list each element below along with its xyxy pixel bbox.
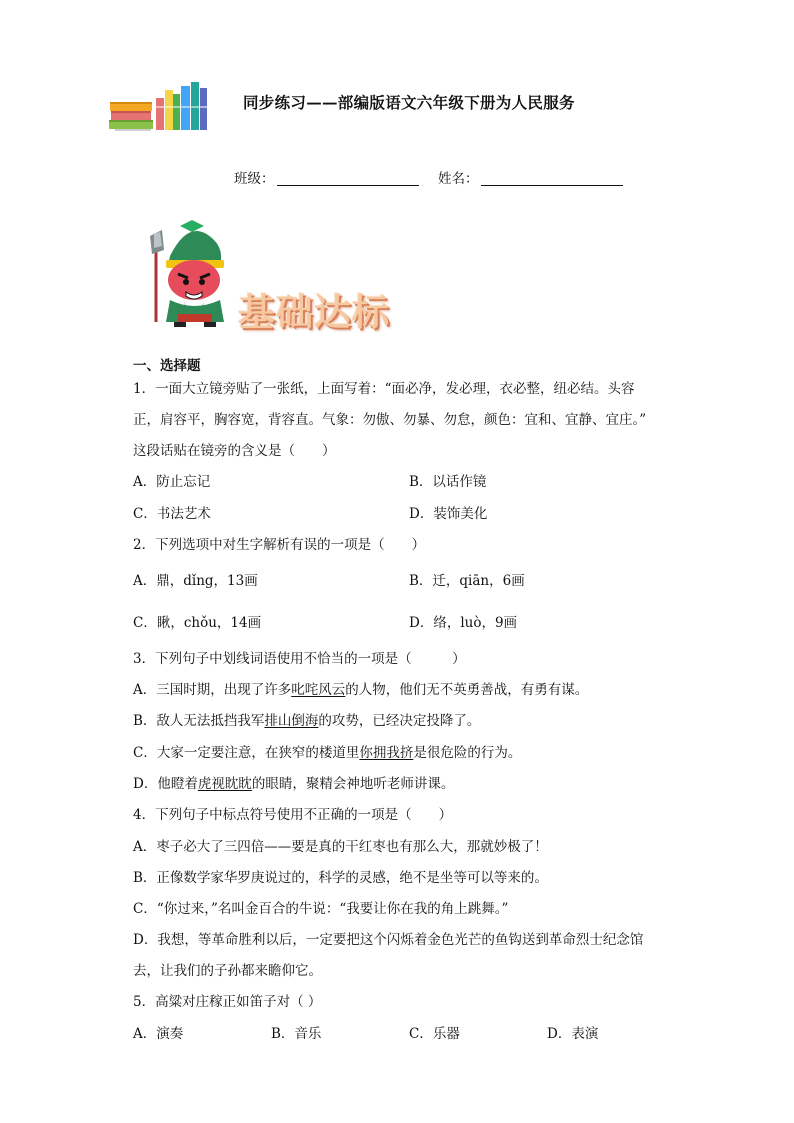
q3-a-text-before: A．三国时期，出现了许多 bbox=[133, 682, 292, 698]
q3-d-underlined-term: 虎视眈眈 bbox=[197, 776, 252, 792]
q1-line-2: 正，肩容平，胸容宽，背容直。气象：勿傲、勿暴、勿怠，颜色：宜和、宜静、宜庄。” bbox=[133, 412, 647, 428]
q1-option-a[interactable]: A．防止忘记 bbox=[133, 474, 211, 490]
q5-option-b[interactable]: B．音乐 bbox=[271, 1026, 322, 1042]
q3-c-text-before: C．大家一定要注意，在狭窄的楼道里 bbox=[133, 745, 360, 761]
q2-option-b[interactable]: B．迁，qiān，6画 bbox=[409, 573, 525, 589]
q4-line-1: 4．下列句子中标点符号使用不正确的一项是（ ） bbox=[133, 807, 453, 823]
page-title: 同步练习——部编版语文六年级下册为人民服务 bbox=[243, 93, 575, 112]
q4-option-b[interactable]: B．正像数学家华罗庚说过的，科学的灵感，绝不是坐等可以等来的。 bbox=[133, 870, 548, 886]
q4-option-a[interactable]: A．枣子必大了三四倍——要是真的干红枣也有那么大，那就妙极了！ bbox=[133, 839, 548, 855]
q3-b-underlined-term: 排山倒海 bbox=[264, 713, 319, 729]
books-icon bbox=[107, 82, 209, 132]
class-blank[interactable] bbox=[277, 171, 419, 186]
name-blank[interactable] bbox=[481, 171, 623, 186]
name-label: 姓名： bbox=[438, 171, 479, 187]
q3-a-text-after: 的人物，他们无不英勇善战，有勇有谋。 bbox=[345, 682, 589, 698]
section-title: 一、选择题 bbox=[133, 358, 201, 374]
q1-line-1: 1．一面大立镜旁贴了一张纸，上面写着：“面必净，发必理，衣必整，纽必结。头容 bbox=[133, 381, 635, 397]
q3-a-underlined-term: 叱咤风云 bbox=[291, 682, 346, 698]
q5-option-c[interactable]: C．乐器 bbox=[409, 1026, 460, 1042]
q1-option-c[interactable]: C．书法艺术 bbox=[133, 506, 211, 522]
q3-option-a[interactable] bbox=[133, 681, 588, 699]
q1-option-d[interactable]: D．装饰美化 bbox=[409, 506, 488, 522]
q3-d-text-before: D．他瞪着 bbox=[133, 776, 198, 792]
q4-option-d-continued: 去，让我们的子孙都来瞻仰它。 bbox=[133, 963, 322, 979]
q3-c-text-after: 是很危险的行为。 bbox=[413, 745, 522, 761]
q3-option-b[interactable] bbox=[133, 712, 480, 730]
q1-option-b[interactable]: B．以话作镜 bbox=[409, 474, 487, 490]
q5-option-d[interactable]: D．表演 bbox=[547, 1026, 599, 1042]
q1-line-3: 这段话贴在镜旁的含义是（ ） bbox=[133, 443, 336, 459]
banner-basic-standard: 基础达标 bbox=[238, 291, 390, 334]
q3-b-text-before: B．敌人无法抵挡我军 bbox=[133, 713, 265, 729]
q4-option-d[interactable]: D．我想，等革命胜利以后，一定要把这个闪烁着金色光芒的鱼钩送到革命烈士纪念馆 bbox=[133, 932, 644, 948]
q2-option-d[interactable]: D．络，luò，9画 bbox=[409, 615, 518, 631]
q3-line-1: 3．下列句子中划线词语使用不恰当的一项是（ ） bbox=[133, 651, 466, 667]
q3-b-text-after: 的攻势，已经决定投降了。 bbox=[318, 713, 481, 729]
q3-option-d[interactable] bbox=[133, 775, 454, 793]
q2-line-1: 2．下列选项中对生字解析有误的一项是（ ） bbox=[133, 537, 426, 553]
q3-c-underlined-term: 你拥我挤 bbox=[359, 745, 414, 761]
name-field bbox=[438, 167, 623, 187]
class-field bbox=[234, 167, 419, 187]
q4-option-c[interactable]: C．“你过来，”名叫金百合的牛说：“我要让你在我的角上跳舞。” bbox=[133, 901, 509, 917]
q3-option-c[interactable] bbox=[133, 744, 521, 762]
class-label: 班级： bbox=[234, 171, 275, 187]
guan-yu-character-icon bbox=[144, 216, 236, 328]
q5-line-1: 5．高粱对庄稼正如笛子对（ ） bbox=[133, 994, 322, 1010]
q2-option-c[interactable]: C．瞅，chǒu，14画 bbox=[133, 615, 262, 631]
q3-d-text-after: 的眼睛，聚精会神地听老师讲课。 bbox=[251, 776, 455, 792]
q5-option-a[interactable]: A．演奏 bbox=[133, 1026, 184, 1042]
q2-option-a[interactable]: A．鼎，dǐng，13画 bbox=[133, 573, 258, 589]
